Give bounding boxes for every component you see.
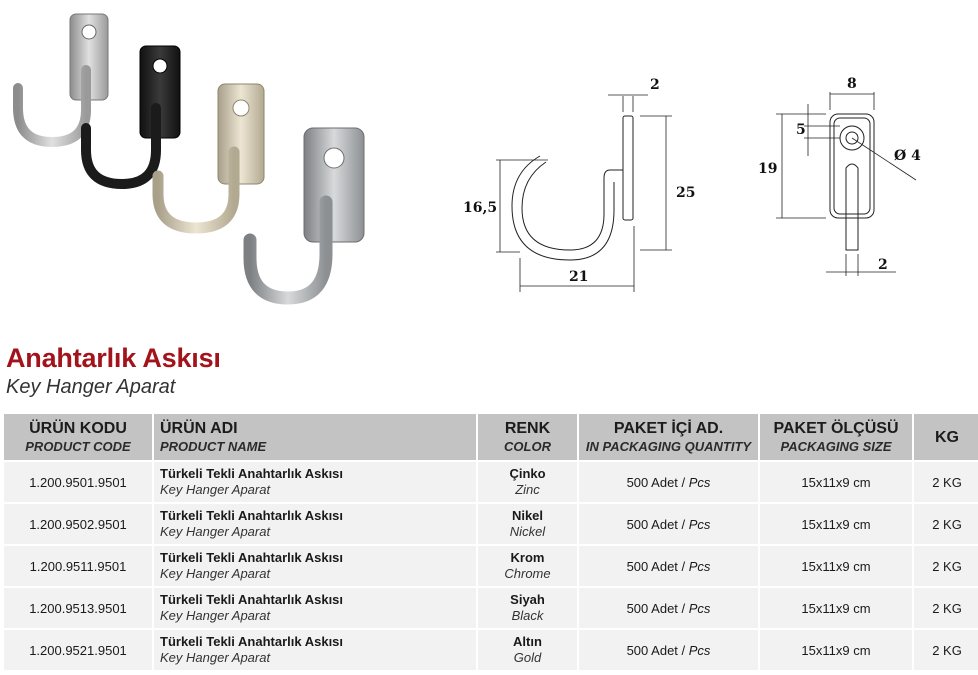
cell-kg: 2 KG — [914, 546, 978, 586]
cell-product-name: Türkeli Tekli Anahtarlık Askısı Key Hanger Aparat — [154, 504, 476, 544]
cell-product-code: 1.200.9501.9501 — [4, 462, 152, 502]
cell-kg: 2 KG — [914, 588, 978, 628]
cell-product-name: Türkeli Tekli Anahtarlık Askısı Key Hanger Aparat — [154, 546, 476, 586]
cell-packaging-size: 15x11x9 cm — [760, 630, 912, 670]
product-subtitle: Key Hanger Aparat — [6, 376, 176, 398]
cell-packaging-size: 15x11x9 cm — [760, 504, 912, 544]
front-view-drawing — [776, 92, 916, 276]
dim-side-thickness: 2 — [650, 77, 660, 93]
cell-packaging-quantity: 500 Adet / Pcs — [579, 630, 758, 670]
table-row — [4, 546, 978, 586]
dim-front-hole-offset: 5 — [796, 122, 806, 138]
cell-color: Çinko Zinc — [478, 462, 577, 502]
header-packaging-size: PAKET ÖLÇÜSÜ PACKAGING SIZE — [760, 414, 912, 460]
table-row — [4, 588, 978, 628]
product-hero — [0, 0, 978, 330]
cell-product-name: Türkeli Tekli Anahtarlık Askısı Key Hanger Aparat — [154, 462, 476, 502]
dim-front-hole-diameter: Ø 4 — [894, 148, 921, 164]
header-product-name: ÜRÜN ADI PRODUCT NAME — [154, 414, 476, 460]
cell-color: Altın Gold — [478, 630, 577, 670]
cell-color: Siyah Black — [478, 588, 577, 628]
dim-side-height-total: 25 — [676, 185, 696, 201]
product-spec-table — [2, 412, 978, 672]
dim-front-width: 8 — [847, 76, 857, 92]
cell-packaging-size: 15x11x9 cm — [760, 546, 912, 586]
cell-product-code: 1.200.9521.9501 — [4, 630, 152, 670]
cell-kg: 2 KG — [914, 462, 978, 502]
cell-packaging-quantity: 500 Adet / Pcs — [579, 546, 758, 586]
product-title: Anahtarlık Askısı — [6, 343, 221, 373]
header-product-code: ÜRÜN KODU PRODUCT CODE — [4, 414, 152, 460]
table-header-row — [4, 414, 978, 460]
cell-product-code: 1.200.9513.9501 — [4, 588, 152, 628]
header-packaging-quantity: PAKET İÇİ AD. IN PACKAGING QUANTITY — [579, 414, 758, 460]
cell-product-code: 1.200.9502.9501 — [4, 504, 152, 544]
hook-photo-chrome — [250, 128, 364, 298]
dim-front-hook-width: 2 — [878, 257, 888, 273]
cell-kg: 2 KG — [914, 504, 978, 544]
cell-product-name: Türkeli Tekli Anahtarlık Askısı Key Hanger Aparat — [154, 630, 476, 670]
cell-packaging-quantity: 500 Adet / Pcs — [579, 504, 758, 544]
dim-front-height: 19 — [758, 161, 778, 177]
cell-kg: 2 KG — [914, 630, 978, 670]
dim-side-width: 21 — [569, 269, 589, 285]
product-title-block — [6, 342, 221, 400]
dimension-labels — [463, 76, 921, 285]
header-color: RENK COLOR — [478, 414, 577, 460]
cell-product-name: Türkeli Tekli Anahtarlık Askısı Key Hanger Aparat — [154, 588, 476, 628]
hero-illustration — [0, 0, 978, 330]
side-view-drawing — [496, 95, 672, 292]
cell-packaging-size: 15x11x9 cm — [760, 588, 912, 628]
header-kg: KG — [914, 414, 978, 460]
cell-packaging-size: 15x11x9 cm — [760, 462, 912, 502]
cell-packaging-quantity: 500 Adet / Pcs — [579, 462, 758, 502]
cell-packaging-quantity: 500 Adet / Pcs — [579, 588, 758, 628]
table-row — [4, 462, 978, 502]
table-row — [4, 504, 978, 544]
dim-side-height-inner: 16,5 — [463, 200, 498, 216]
cell-color: Nikel Nickel — [478, 504, 577, 544]
hook-photo-zinc — [18, 14, 108, 142]
cell-color: Krom Chrome — [478, 546, 577, 586]
cell-product-code: 1.200.9511.9501 — [4, 546, 152, 586]
table-row — [4, 630, 978, 670]
